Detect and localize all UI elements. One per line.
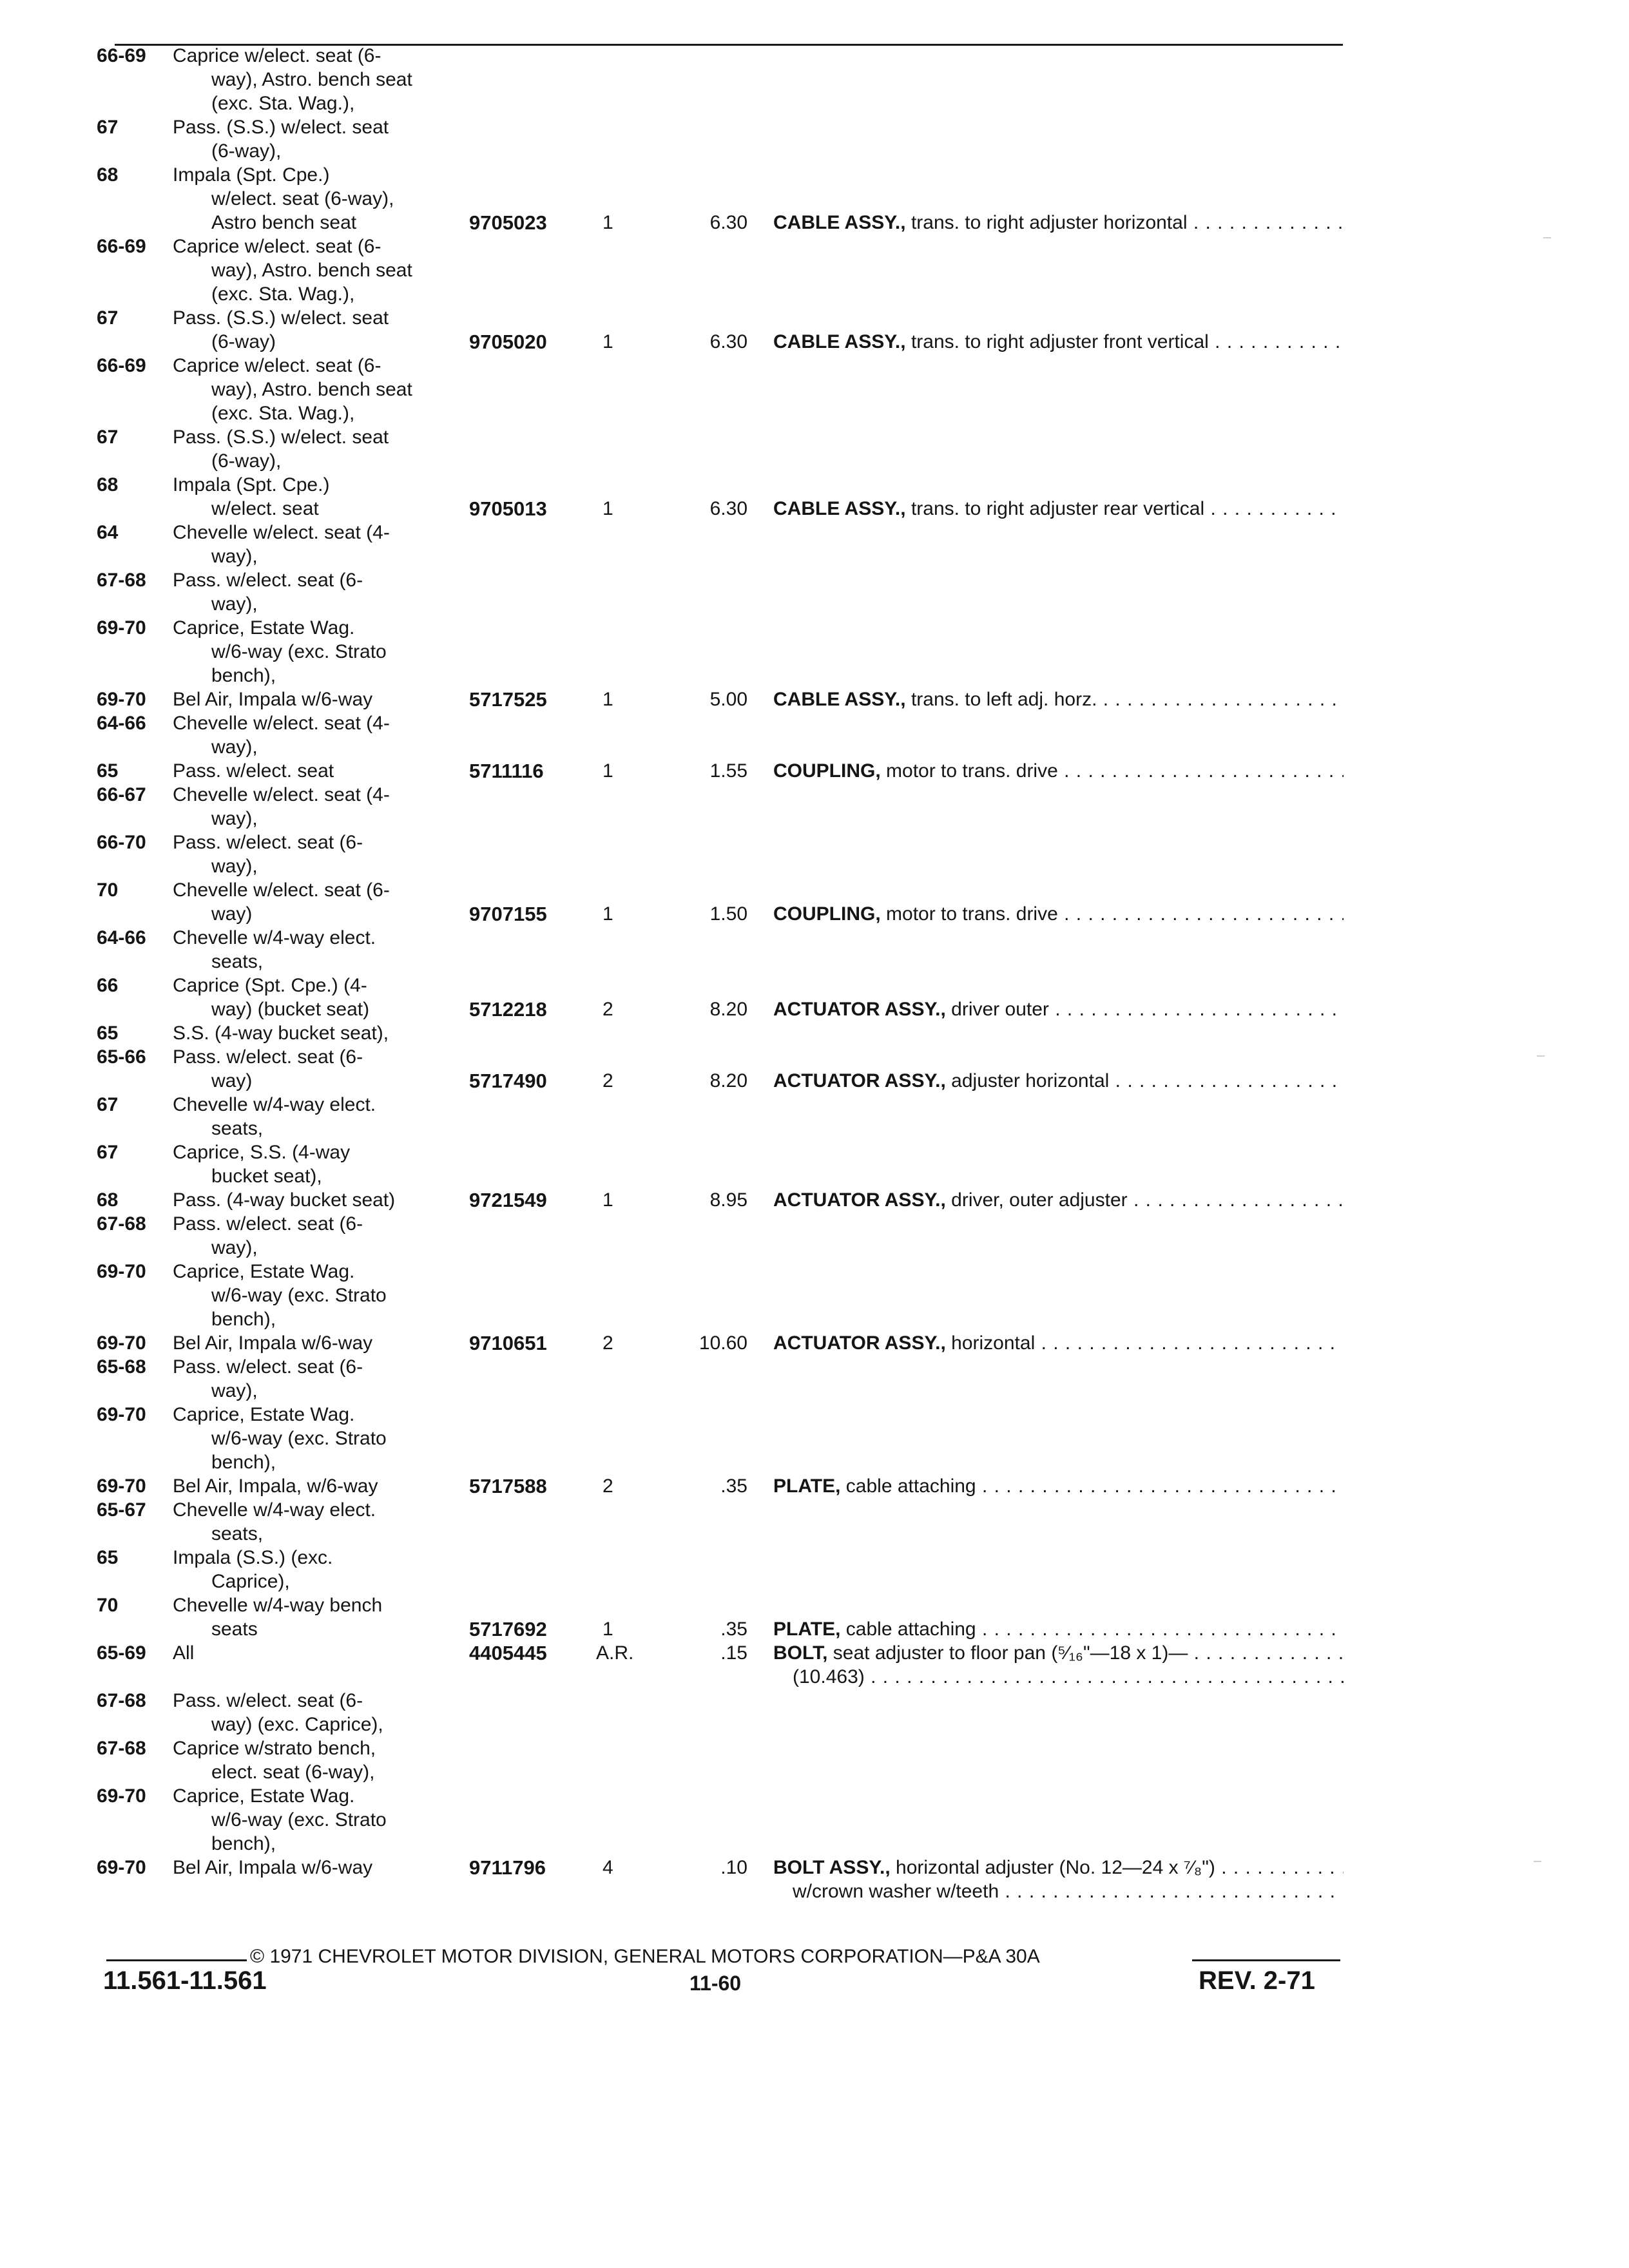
application-text: way) — [211, 1070, 253, 1091]
description-text: seat adjuster to floor pan (⁵⁄₁₆"—18 x 1)— . . . — [833, 1642, 1344, 1664]
quantity: 1 — [602, 903, 613, 925]
description-text: trans. to right adjuster rear vertical . . . — [911, 498, 1344, 519]
part-name: PLATE, — [773, 1475, 841, 1497]
model-years: 68 — [97, 1189, 119, 1211]
quantity: 1 — [602, 498, 613, 519]
unit-price: 8.95 — [709, 1189, 747, 1211]
unit-price: 10.60 — [699, 1332, 747, 1354]
part-name: COUPLING, — [773, 903, 881, 925]
application-text: (exc. Sta. Wag.), — [211, 284, 355, 305]
part-name: ACTUATOR ASSY., — [773, 999, 946, 1020]
description-line — [773, 902, 1344, 926]
unit-price: 6.30 — [709, 331, 747, 352]
part-number: 5712218 — [469, 998, 547, 1021]
description-line — [773, 1641, 1344, 1665]
model-years: 65 — [97, 1023, 119, 1044]
footer-rule-left — [106, 1959, 247, 1961]
application-text: seats, — [211, 1118, 264, 1139]
application-text: seats, — [211, 951, 264, 972]
description-text: horizontal adjuster (No. 12—24 x ⁷⁄₈") . . . — [896, 1857, 1344, 1878]
application-text: Bel Air, Impala w/6-way — [173, 689, 373, 710]
application-text: way), — [211, 593, 258, 615]
unit-price: 6.30 — [709, 498, 747, 519]
description-text: trans. to left adj. horz. . . . — [911, 689, 1344, 710]
description-text: w/crown washer w/teeth . . . — [793, 1881, 1344, 1902]
application-text: Caprice, Estate Wag. — [173, 1785, 355, 1807]
description-line — [773, 497, 1344, 521]
description-line — [773, 330, 1344, 354]
description-line — [773, 687, 1344, 711]
application-text: w/elect. seat (6-way), — [211, 188, 394, 209]
part-number: 9705023 — [469, 211, 547, 234]
application-text: w/6-way (exc. Strato — [211, 1428, 387, 1449]
model-years: 70 — [97, 879, 119, 901]
application-text: way), — [211, 808, 258, 829]
model-years: 66-69 — [97, 355, 146, 376]
footer-rule-right — [1192, 1959, 1340, 1961]
quantity: 2 — [602, 1332, 613, 1354]
part-description — [773, 1069, 1344, 1093]
part-name: COUPLING, — [773, 760, 881, 782]
application-text: Caprice w/strato bench, — [173, 1738, 376, 1759]
application-text: Pass. (S.S.) w/elect. seat — [173, 427, 389, 448]
model-years: 65-69 — [97, 1642, 146, 1664]
model-years: 66-70 — [97, 832, 146, 853]
application-text: Pass. w/elect. seat (6- — [173, 1213, 363, 1235]
application-text: Caprice w/elect. seat (6- — [173, 45, 381, 66]
part-description — [773, 1188, 1344, 1212]
part-number: 9705013 — [469, 497, 547, 520]
unit-price: .35 — [720, 1619, 747, 1640]
application-text: (exc. Sta. Wag.), — [211, 403, 355, 424]
application-text: Chevelle w/elect. seat (4- — [173, 713, 390, 734]
part-description — [773, 1474, 1344, 1498]
application-text: Caprice, Estate Wag. — [173, 1261, 355, 1282]
part-description — [773, 1331, 1344, 1355]
part-description — [773, 1641, 1344, 1689]
application-text: S.S. (4-way bucket seat), — [173, 1023, 389, 1044]
model-years: 69-70 — [97, 617, 146, 639]
part-name: BOLT, — [773, 1642, 828, 1664]
application-text: w/6-way (exc. Strato — [211, 1809, 387, 1831]
application-text: Pass. (S.S.) w/elect. seat — [173, 307, 389, 329]
part-description — [773, 211, 1344, 235]
part-number: 5717490 — [469, 1070, 547, 1092]
quantity: 1 — [602, 689, 613, 710]
description-line — [773, 1331, 1344, 1355]
application-text: w/6-way (exc. Strato — [211, 641, 387, 662]
model-years: 66 — [97, 975, 119, 996]
model-years: 69-70 — [97, 689, 146, 710]
application-text: seats — [211, 1619, 258, 1640]
model-years: 69-70 — [97, 1857, 146, 1878]
part-description — [773, 687, 1344, 711]
application-text: w/elect. seat — [211, 498, 319, 519]
application-text: Pass. w/elect. seat — [173, 760, 334, 782]
revision-label: REV. 2-71 — [1199, 1966, 1315, 1995]
part-number: 5717525 — [469, 688, 547, 711]
application-text: way) (exc. Caprice), — [211, 1714, 383, 1735]
part-name: ACTUATOR ASSY., — [773, 1332, 946, 1354]
application-text: Chevelle w/4-way elect. — [173, 1094, 376, 1115]
model-years: 67-68 — [97, 1738, 146, 1759]
model-years: 66-67 — [97, 784, 146, 805]
description-line — [773, 997, 1344, 1021]
part-name: CABLE ASSY., — [773, 212, 906, 233]
model-years: 64-66 — [97, 713, 146, 734]
application-text: Caprice, Estate Wag. — [173, 617, 355, 639]
application-text: Caprice, Estate Wag. — [173, 1404, 355, 1425]
unit-price: 8.20 — [709, 999, 747, 1020]
scan-mark — [1534, 1861, 1541, 1862]
group-number: 11.561-11.561 — [103, 1966, 267, 1995]
part-number: 5711116 — [469, 760, 544, 782]
application-text: way), — [211, 1380, 258, 1401]
application-text: way), Astro. bench seat — [211, 379, 412, 400]
part-name: CABLE ASSY., — [773, 689, 906, 710]
application-text: seats, — [211, 1523, 264, 1544]
model-years: 67 — [97, 1094, 119, 1115]
application-text: way), — [211, 1237, 258, 1258]
application-text: Pass. (S.S.) w/elect. seat — [173, 117, 389, 138]
description-text: cable attaching . . . — [846, 1619, 1344, 1640]
description-text: cable attaching . . . — [846, 1475, 1344, 1497]
description-line — [773, 1188, 1344, 1212]
application-text: (6-way), — [211, 450, 282, 472]
part-name: BOLT ASSY., — [773, 1857, 891, 1878]
part-number: 5717692 — [469, 1618, 547, 1640]
model-years: 67 — [97, 1142, 119, 1163]
model-years: 67 — [97, 427, 119, 448]
part-name: CABLE ASSY., — [773, 498, 906, 519]
application-text: Chevelle w/elect. seat (4- — [173, 522, 390, 543]
application-text: way), Astro. bench seat — [211, 260, 412, 281]
application-text: (exc. Sta. Wag.), — [211, 93, 355, 114]
application-text: Chevelle w/4-way elect. — [173, 1499, 376, 1521]
copyright-line: © 1971 CHEVROLET MOTOR DIVISION, GENERAL MOTORS CORPORATION—P&A 30A — [250, 1946, 1040, 1967]
part-number: 9710651 — [469, 1332, 547, 1354]
description-text: driver, outer adjuster . . . — [951, 1189, 1344, 1211]
part-description — [773, 330, 1344, 354]
part-number: 9721549 — [469, 1189, 547, 1211]
unit-price: 6.30 — [709, 212, 747, 233]
application-text: (6-way) — [211, 331, 276, 352]
quantity: 1 — [602, 760, 613, 782]
part-number: 9707155 — [469, 903, 547, 925]
quantity: 1 — [602, 1189, 613, 1211]
application-text: Pass. w/elect. seat (6- — [173, 570, 363, 591]
application-text: way), — [211, 546, 258, 567]
application-text: way) (bucket seat) — [211, 999, 370, 1020]
application-text: Pass. w/elect. seat (6- — [173, 1690, 363, 1711]
application-text: bench), — [211, 1452, 276, 1473]
part-description — [773, 759, 1344, 783]
model-years: 68 — [97, 164, 119, 186]
application-text: Bel Air, Impala, w/6-way — [173, 1475, 378, 1497]
description-line — [773, 211, 1344, 235]
part-description — [773, 497, 1344, 521]
application-text: Pass. w/elect. seat (6- — [173, 1356, 363, 1378]
application-text: Impala (Spt. Cpe.) — [173, 164, 330, 186]
part-description — [773, 1617, 1344, 1641]
model-years: 65-68 — [97, 1356, 146, 1378]
application-text: Caprice, S.S. (4-way — [173, 1142, 351, 1163]
description-text: trans. to right adjuster horizontal . . . — [911, 212, 1344, 233]
model-years: 66-69 — [97, 236, 146, 257]
quantity: 1 — [602, 331, 613, 352]
application-text: way), — [211, 736, 258, 758]
description-text: driver outer . . . — [951, 999, 1344, 1020]
model-years: 64-66 — [97, 927, 146, 948]
description-line — [773, 759, 1344, 783]
part-name: CABLE ASSY., — [773, 331, 906, 352]
model-years: 66-69 — [97, 45, 146, 66]
application-text: Chevelle w/elect. seat (4- — [173, 784, 390, 805]
part-number: 4405445 — [469, 1642, 547, 1664]
model-years: 69-70 — [97, 1785, 146, 1807]
application-text: Caprice), — [211, 1571, 290, 1592]
description-text: trans. to right adjuster front vertical . . . — [911, 331, 1344, 352]
application-text: Chevelle w/4-way bench — [173, 1595, 383, 1616]
application-text: All — [173, 1642, 195, 1664]
model-years: 64 — [97, 522, 119, 543]
model-years: 67-68 — [97, 570, 146, 591]
part-number: 5717588 — [469, 1475, 547, 1497]
part-description — [773, 902, 1344, 926]
application-text: w/6-way (exc. Strato — [211, 1285, 387, 1306]
application-text: Caprice w/elect. seat (6- — [173, 236, 381, 257]
application-text: way) — [211, 903, 253, 925]
model-years: 65-66 — [97, 1046, 146, 1068]
model-years: 69-70 — [97, 1404, 146, 1425]
model-years: 69-70 — [97, 1332, 146, 1354]
unit-price: 8.20 — [709, 1070, 747, 1091]
application-text: (6-way), — [211, 140, 282, 162]
part-name: ACTUATOR ASSY., — [773, 1189, 946, 1211]
quantity: 1 — [602, 212, 613, 233]
model-years: 67 — [97, 117, 119, 138]
model-years: 69-70 — [97, 1475, 146, 1497]
application-text: way), — [211, 856, 258, 877]
model-years: 69-70 — [97, 1261, 146, 1282]
part-description — [773, 997, 1344, 1021]
application-text: Pass. (4-way bucket seat) — [173, 1189, 396, 1211]
scan-mark — [1543, 237, 1551, 238]
part-name: PLATE, — [773, 1619, 841, 1640]
application-text: Impala (Spt. Cpe.) — [173, 474, 330, 495]
application-text: way), Astro. bench seat — [211, 69, 412, 90]
quantity: 2 — [602, 1475, 613, 1497]
application-text: Pass. w/elect. seat (6- — [173, 1046, 363, 1068]
description-line — [773, 1617, 1344, 1641]
application-text: elect. seat (6-way), — [211, 1762, 375, 1783]
application-text: Caprice w/elect. seat (6- — [173, 355, 381, 376]
application-text: Chevelle w/4-way elect. — [173, 927, 376, 948]
model-years: 68 — [97, 474, 119, 495]
description-text: motor to trans. drive . . . — [886, 903, 1344, 925]
unit-price: 5.00 — [709, 689, 747, 710]
model-years: 70 — [97, 1595, 119, 1616]
part-description — [773, 1856, 1344, 1903]
unit-price: 1.55 — [709, 760, 747, 782]
page-number: 11-60 — [689, 1972, 742, 1995]
description-line — [773, 1856, 1344, 1879]
quantity: 2 — [602, 999, 613, 1020]
application-text: bucket seat), — [211, 1166, 322, 1187]
unit-price: .35 — [720, 1475, 747, 1497]
model-years: 65 — [97, 760, 119, 782]
scan-mark — [1537, 1055, 1545, 1057]
quantity: 2 — [602, 1070, 613, 1091]
application-text: bench), — [211, 1833, 276, 1854]
model-years: 67-68 — [97, 1690, 146, 1711]
model-years: 65-67 — [97, 1499, 146, 1521]
description-text: motor to trans. drive . . . — [886, 760, 1344, 782]
application-text: Impala (S.S.) (exc. — [173, 1547, 333, 1568]
application-text: Bel Air, Impala w/6-way — [173, 1857, 373, 1878]
description-text: horizontal . . . — [951, 1332, 1344, 1354]
unit-price: .10 — [720, 1857, 747, 1878]
quantity: 1 — [602, 1619, 613, 1640]
application-text: Pass. w/elect. seat (6- — [173, 832, 363, 853]
application-text: Chevelle w/elect. seat (6- — [173, 879, 390, 901]
unit-price: .15 — [720, 1642, 747, 1664]
part-name: ACTUATOR ASSY., — [773, 1070, 946, 1091]
description-line — [773, 1069, 1344, 1093]
description-line — [773, 1879, 1344, 1903]
description-text: (10.463) . . . — [793, 1666, 1344, 1687]
part-number: 9711796 — [469, 1856, 546, 1879]
model-years: 67-68 — [97, 1213, 146, 1235]
part-number: 9705020 — [469, 331, 547, 353]
application-text: Bel Air, Impala w/6-way — [173, 1332, 373, 1354]
application-text: bench), — [211, 1309, 276, 1330]
description-line — [773, 1474, 1344, 1498]
model-years: 67 — [97, 307, 119, 329]
application-text: Astro bench seat — [211, 212, 357, 233]
description-line — [773, 1665, 1344, 1689]
description-text: adjuster horizontal . . . — [951, 1070, 1344, 1091]
quantity: 4 — [602, 1857, 613, 1878]
unit-price: 1.50 — [709, 903, 747, 925]
model-years: 65 — [97, 1547, 119, 1568]
quantity: A.R. — [596, 1642, 634, 1664]
application-text: bench), — [211, 665, 276, 686]
application-text: Caprice (Spt. Cpe.) (4- — [173, 975, 367, 996]
